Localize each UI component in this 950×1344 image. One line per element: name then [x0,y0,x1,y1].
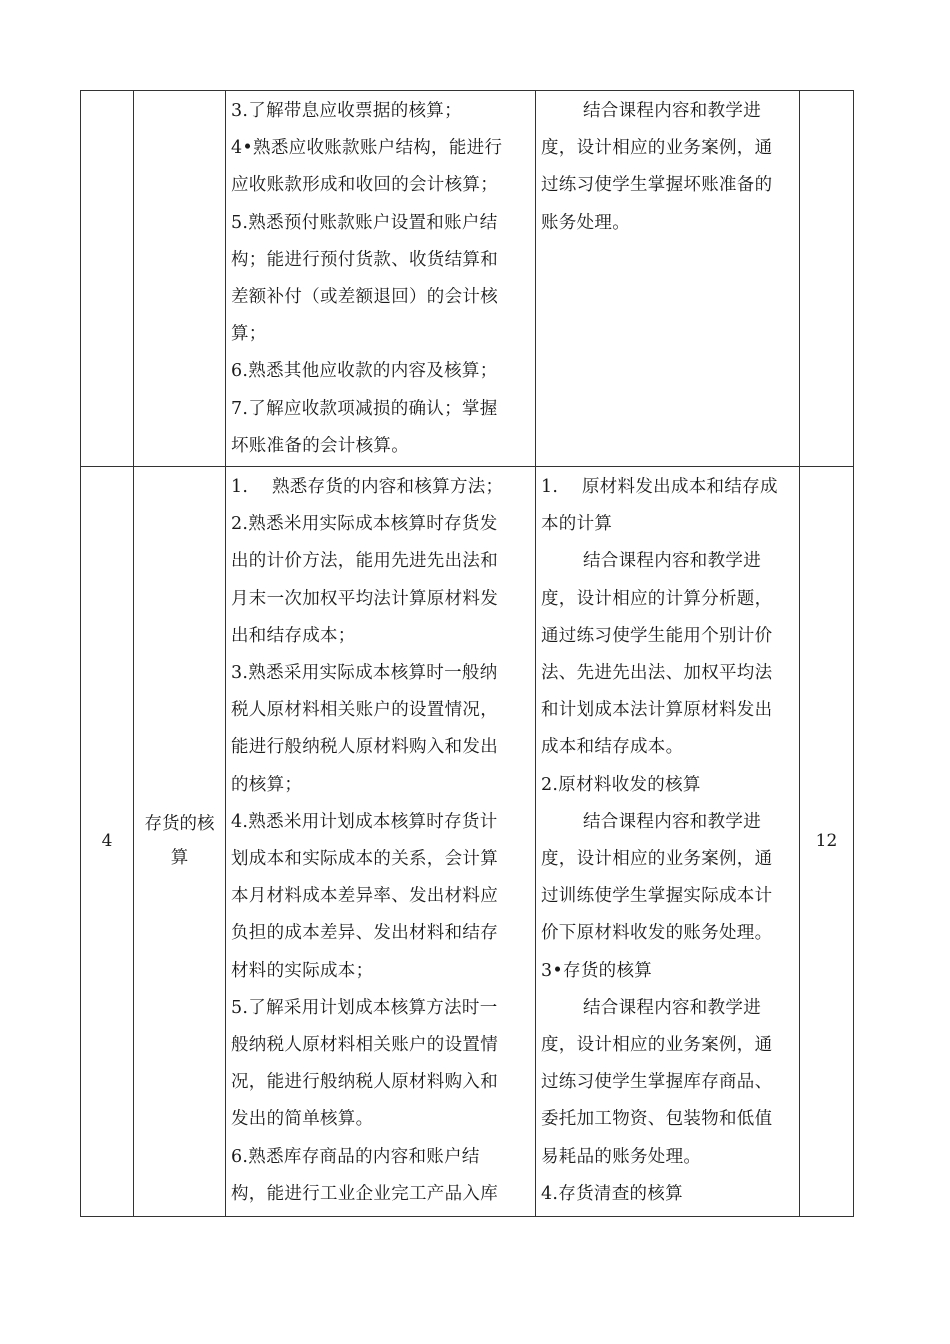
syllabus-table [80,90,854,1217]
category-cell [134,91,226,467]
text-line: 3•存货的核算 [541,960,653,981]
text-line: 能进行般纳税人原材料购入和发出 [231,737,498,758]
text-line: 1. 原材料发出成本和结存成 [541,477,778,497]
text-line: 差额补付（或差额退回）的会计核 [231,287,498,308]
text-line: 7.了解应收款项减损的确认；掌握 [231,398,498,419]
row-index: 4 [101,830,113,851]
index-cell [81,467,134,1217]
text-line: 4.熟悉米用计划成本核算时存货计 [231,811,498,832]
text-line: 出的计价方法，能用先进先出法和 [231,551,498,572]
text-line: 负担的成本差异、发出材料和结存 [231,923,498,944]
text-line: 况，能进行般纳税人原材料购入和 [231,1072,498,1093]
text-line: 6.熟悉库存商品的内容和账户结 [231,1146,480,1167]
text-line: 税人原材料相关账户的设置情况， [231,700,498,721]
text-line: 坏账准备的会计核算。 [231,435,409,456]
text-line: 委托加工物资、包装物和低值 [541,1109,773,1130]
text-line: 算； [231,324,267,345]
text-line: 应收账款形成和收回的会计核算； [231,175,498,196]
requirements-cell [226,467,536,1217]
text-line: 本月材料成本差异率、发出材料应 [231,886,498,907]
hours-cell [800,91,854,467]
text-line: 和计划成本法计算原材料发出 [541,700,773,721]
activities-cell [536,467,800,1217]
category-label: 存货的核 算 [144,813,215,868]
table-row [81,91,854,467]
text-line: 1. 熟悉存货的内容和核算方法； [231,477,504,497]
text-line: 账务处理。 [541,212,630,233]
text-line: 度，设计相应的业务案例，通 [541,1035,773,1056]
text-line: 结合课程内容和教学进 [583,551,761,572]
text-line: 2.熟悉米用实际成本核算时存货发 [231,514,498,535]
text-line: 构，能进行工业企业完工产品入库 [231,1183,498,1204]
text-line: 易耗品的账务处理。 [541,1146,702,1167]
hours-cell [800,467,854,1217]
text-line: 价下原材料收发的账务处理。 [541,923,773,944]
text-line: 成本和结存成本。 [541,737,684,758]
text-line: 发出的简单核算。 [231,1109,374,1130]
text-line: 结合课程内容和教学进 [583,811,761,832]
text-line: 度，设计相应的业务案例，通 [541,138,773,159]
text-line: 出和结存成本； [231,625,356,646]
text-line: 2.原材料收发的核算 [541,774,701,795]
text-line: 6.熟悉其他应收款的内容及核算； [231,361,498,382]
text-line: 构；能进行预付货款、收货结算和 [231,249,498,270]
text-line: 结合课程内容和教学进 [583,997,761,1018]
text-line: 的核算； [231,774,303,795]
text-line: 3.了解带息应收票据的核算； [231,101,462,121]
text-line: 法、先进先出法、加权平均法 [541,663,773,684]
text-line: 过练习使学生掌握坏账准备的 [541,175,773,196]
text-line: 5.了解采用计划成本核算方法时一 [231,997,498,1018]
text-line: 4.存货清查的核算 [541,1183,683,1204]
class-hours: 12 [815,830,838,851]
text-line: 通过练习使学生能用个别计价 [541,625,773,646]
text-line: 般纳税人原材料相关账户的设置情 [231,1035,498,1056]
text-line: 5.熟悉预付账款账户设置和账户结 [231,212,498,233]
category-cell [134,467,226,1217]
text-line: 本的计算 [541,514,613,535]
activities-cell [536,91,800,467]
text-line: 划成本和实际成本的关系，会计算 [231,849,498,870]
table-row [81,467,854,1217]
text-line: 月末一次加权平均法计算原材料发 [231,588,498,609]
text-line: 4•熟悉应收账款账户结构，能进行 [231,138,503,159]
text-line: 度，设计相应的计算分析题， [541,588,773,609]
text-line: 过训练使学生掌握实际成本计 [541,886,773,907]
text-line: 结合课程内容和教学进 [583,101,761,121]
text-line: 过练习使学生掌握库存商品、 [541,1072,773,1093]
text-line: 度，设计相应的业务案例，通 [541,849,773,870]
text-line: 3.熟悉采用实际成本核算时一般纳 [231,663,498,684]
index-cell [81,91,134,467]
requirements-cell [226,91,536,467]
text-line: 材料的实际成本； [231,960,374,981]
